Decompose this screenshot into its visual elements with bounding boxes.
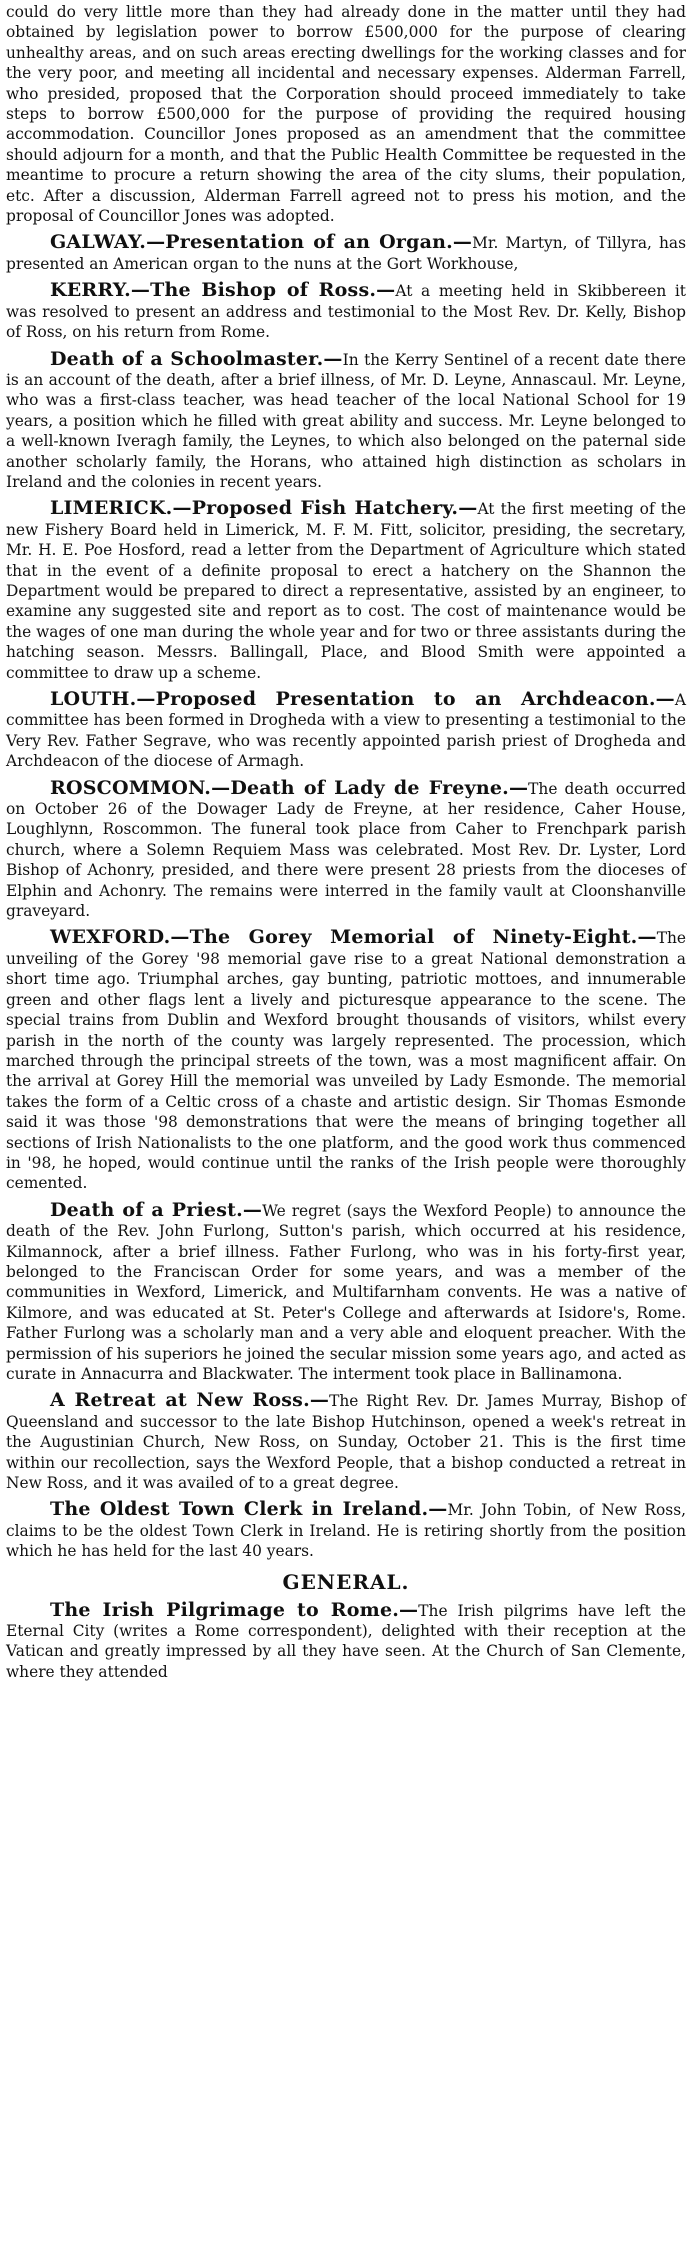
article-irish-pilgrimage	[6, 1600, 686, 1683]
article-heading: Death of a Schoolmaster.—	[50, 347, 343, 370]
article-heading: The Oldest Town Clerk in Ireland.—	[50, 1498, 448, 1521]
article-heading: LOUTH.—Proposed Presentation to an Archdeacon.—	[50, 688, 675, 710]
article-body: Mr. Martyn, of Tillyra, has presented an American organ to the nuns at the Gort Workhouse,	[6, 234, 686, 273]
article-retreat-new-ross	[6, 1390, 686, 1493]
article-heading: Death of a Priest.—	[50, 1198, 263, 1221]
article-heading: ROSCOMMON.—Death of Lady de Freyne.—	[50, 776, 529, 799]
article-heading: WEXFORD.—The Gorey Memorial of Ninety-Eight.—	[50, 926, 657, 949]
article-limerick	[6, 498, 686, 683]
article-louth	[6, 689, 686, 772]
article-death-schoolmaster	[6, 349, 686, 493]
article-roscommon	[6, 778, 686, 922]
article-heading: LIMERICK.—Proposed Fish Hatchery.—	[50, 497, 478, 520]
article-heading: A Retreat at New Ross.—	[50, 1389, 330, 1412]
intro-paragraph: could do very little more than they had already done in the matter until they had obtained by legislation power to borrow £500,000 for the purpose of clearing unhealthy areas, and on such areas erecting dwellings for the working classes and for the very poor, and meeting all incidental and necessary expenses. Alderman Farrell, who presided, proposed that the Corporation should proceed immediately to take steps to borrow £500,000 for the purpose of providing the required housing accommodation. Councillor Jones proposed as an amendment that the committee should adjourn for a month, and that the Public Health Committee be requested in the meantime to procure a return showing the area of the city slums, their population, etc. After a discussion, Alderman Farrell agreed not to press his motion, and the proposal of Councillor Jones was adopted.	[6, 3, 686, 226]
section-title-general: GENERAL.	[282, 1569, 410, 1594]
article-body: At a meeting held in Skibbereen it was resolved to present an address and testimonial to the Most Rev. Dr. Kelly, Bishop of Ross, on his return from Rome.	[6, 282, 686, 342]
article-body: At the first meeting of the new Fishery Board held in Limerick, M. F. M. Fitt, solicitor, presiding, the secretary, Mr. H. E. Poe Hosford, read a letter from the Department of Agriculture which stated that in the event of a definite proposal to erect a hatchery on the Shannon the Department would be prepared to direct a representative, assisted by an engineer, to examine any suggested site and report as to cost. The cost of maintenance would be the wages of one man during the whole year and for two or three assistants during the hatching season. Messrs. Ballingall, Place, and Blood Smith were appointed a committee to draw up a scheme.	[6, 500, 686, 682]
article-oldest-town-clerk	[6, 1499, 686, 1561]
article-kerry	[6, 280, 686, 342]
article-body: The Irish pilgrims have left the Eternal City (writes a Rome correspondent), delighted with their reception at the Vatican and greatly impressed by all they have seen. At the Church of San Clemente, where they attended	[6, 1601, 686, 1681]
article-body: A committee has been formed in Drogheda with a view to presenting a testimonial to the Very Rev. Father Segrave, who was recently appointed parish priest of Drogheda and Archdeacon of the diocese of Armagh.	[6, 691, 686, 771]
article-heading: KERRY.—The Bishop of Ross.—	[50, 279, 396, 302]
article-wexford	[6, 927, 686, 1193]
article-heading: GALWAY.—Presentation of an Organ.—	[50, 231, 473, 254]
article-body: Mr. John Tobin, of New Ross, claims to be the oldest Town Clerk in Ireland. He is retiring shortly from the position which he has held for the last 40 years.	[6, 1501, 686, 1561]
article-body: The unveiling of the Gorey '98 memorial gave rise to a great National demonstration a short time ago. Triumphal arches, gay bunting, patriotic mottoes, and innumerable green and other flags lent a lively and picturesque appearance to the scene. The special trains from Dublin and Wexford brought thousands of visitors, whilst every parish in the north of the county was largely represented. The procession, which marched through the principal streets of the town, was a most magnificent affair. On the arrival at Gorey Hill the memorial was unveiled by Lady Esmonde. The memorial takes the form of a Celtic cross of a chaste and artistic design. Sir Thomas Esmonde said it was those '98 demonstrations that were the means of bringing together all sections of Irish Nationalists to the one platform, and the good work thus commenced in '98, he hoped, would continue until the ranks of the Irish people were thoroughly cemented.	[6, 929, 686, 1193]
article-galway	[6, 232, 686, 274]
article-death-priest	[6, 1200, 686, 1385]
article-heading: The Irish Pilgrimage to Rome.—	[50, 1598, 419, 1621]
article-body: We regret (says the Wexford People) to announce the death of the Rev. John Furlong, Sutton's parish, which occurred at his residence, Kilmannock, after a brief illness. Father Furlong, who was in his forty-first year, belonged to the Franciscan Order for some years, and was a member of the communities in Wexford, Limerick, and Multifarnham convents. He was a native of Kilmore, and was educated at St. Peter's College and afterwards at Isidore's, Rome. Father Furlong was a scholarly man and a very able and eloquent preacher. With the permission of his superiors he joined the secular mission some years ago, and acted as curate in Annacurra and Blackwater. The interment took place in Ballinamona.	[6, 1201, 686, 1383]
article-body: In the Kerry Sentinel of a recent date there is an account of the death, after a brief illness, of Mr. D. Leyne, Annascaul. Mr. Leyne, who was a first-class teacher, was head teacher of the local National School for 19 years, a position which he filled with great ability and success. Mr. Leyne belonged to a well-known Iveragh family, the Leynes, to which also belonged on the paternal side another scholarly family, the Horans, who attained high distinction as scholars in Ireland and the colonies in recent years.	[6, 350, 686, 491]
article-body: The death occurred on October 26 of the Dowager Lady de Freyne, at her residence, Caher House, Loughlynn, Roscommon. The funeral took place from Caher to Frenchpark parish church, where a Solemn Requiem Mass was celebrated. Most Rev. Dr. Lyster, Lord Bishop of Achonry, presided, and there were present 28 priests from the dioceses of Elphin and Achonry. The remains were interred in the family vault at Cloonshanville graveyard.	[6, 779, 686, 921]
article-body: The Right Rev. Dr. James Murray, Bishop of Queensland and successor to the late Bishop Hutchinson, opened a week's retreat in the Augustinian Church, New Ross, on Sunday, October 21. This is the first time within our recollection, says the Wexford People, that a bishop conducted a retreat in New Ross, and it was availed of to a great degree.	[6, 1392, 686, 1493]
